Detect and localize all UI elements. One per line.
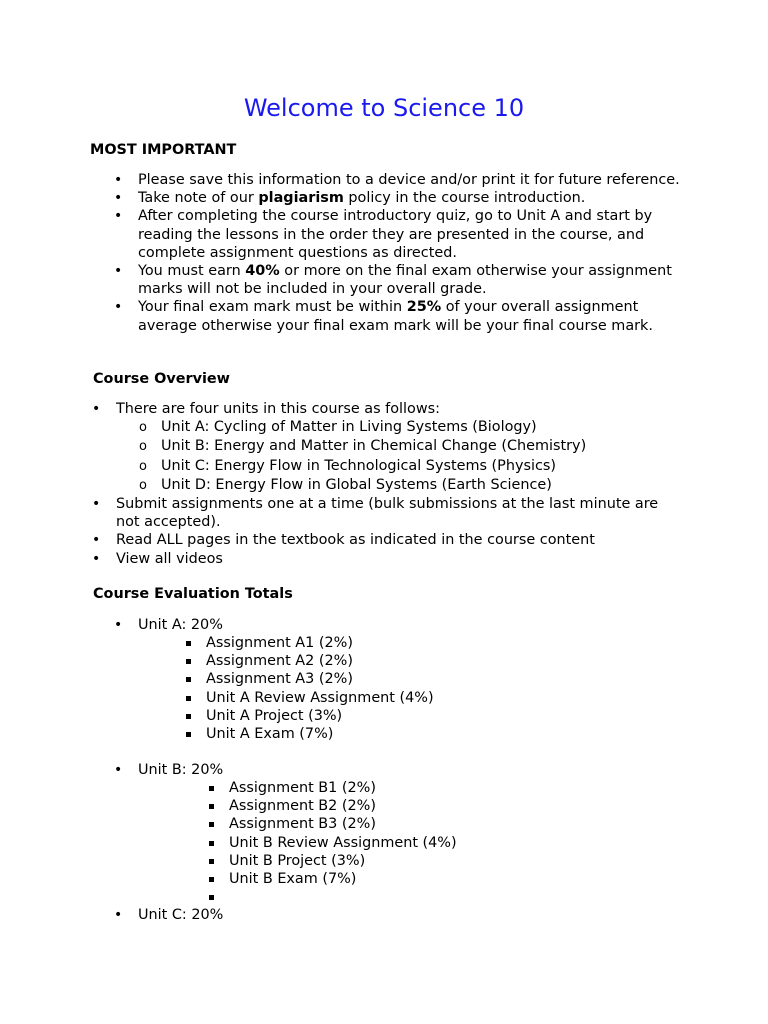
list-item: [229, 870, 457, 888]
list-item: [229, 852, 457, 870]
list-item: [206, 725, 434, 743]
most-important-list: [114, 171, 688, 335]
unit-total-text: Unit C: 20%: [138, 907, 224, 923]
item-text: Please save this information to a device and/or print it for future reference.: [138, 172, 680, 188]
item-text: of your overall assignment average otherwise your final exam mark will be your final course mark.: [138, 299, 653, 334]
list-item: [92, 495, 676, 531]
list-item: [229, 888, 457, 906]
square-bullet-icon: [209, 822, 214, 827]
square-bullet-icon: [186, 696, 191, 701]
list-item: [92, 531, 676, 549]
list-item: [206, 670, 434, 688]
item-text: Unit A Review Assignment (4%): [206, 689, 434, 706]
unit-a-total: [114, 616, 223, 634]
square-bullet-icon: [209, 804, 214, 809]
square-bullet-icon: [209, 895, 214, 900]
item-text: Unit B Exam (7%): [229, 870, 357, 887]
list-item: [206, 689, 434, 707]
item-text: Unit A Project (3%): [206, 707, 343, 724]
course-overview-heading: Course Overview: [93, 371, 230, 387]
list-item: [229, 779, 457, 797]
list-item: [114, 298, 688, 334]
bullet-icon: •: [114, 762, 123, 778]
item-emphasis: 25%: [406, 299, 442, 316]
item-emphasis: 40%: [245, 263, 280, 280]
bullet-icon: •: [92, 496, 101, 513]
square-bullet-icon: [186, 641, 191, 646]
bullet-icon: •: [114, 617, 123, 633]
unit-text: Unit D: Energy Flow in Global Systems (Earth Science): [161, 476, 552, 493]
list-item: [206, 652, 434, 670]
list-item: [206, 634, 434, 652]
item-text: Submit assignments one at a time (bulk submissions at the last minute are not accepted).: [116, 496, 659, 531]
circle-bullet-icon: o: [139, 477, 147, 493]
item-text: Assignment B2 (2%): [229, 798, 376, 815]
unit-text: Unit A: Cycling of Matter in Living Systems (Biology): [161, 419, 537, 436]
item-text: You must earn: [138, 263, 246, 280]
unit-a-items: [206, 634, 434, 743]
item-text: or more on the final exam otherwise your assignment marks will not be included in your overall grade.: [138, 263, 672, 298]
item-text: After completing the course introductory quiz, go to Unit A and start by reading the lessons in the order they are presented in the course, and complete assignment questions as directed.: [138, 208, 653, 261]
bullet-icon: •: [114, 299, 123, 316]
unit-item: [139, 418, 676, 437]
item-text: Assignment B3 (2%): [229, 816, 376, 833]
item-text: Assignment A3 (2%): [206, 671, 353, 688]
bullet-icon: •: [114, 208, 123, 225]
course-overview-list: [92, 400, 676, 568]
square-bullet-icon: [186, 732, 191, 737]
bullet-icon: •: [92, 532, 101, 549]
list-item: [206, 707, 434, 725]
item-text: Unit A Exam (7%): [206, 725, 334, 742]
bullet-icon: •: [92, 401, 101, 417]
most-important-heading: MOST IMPORTANT: [90, 142, 237, 158]
unit-total-text: Unit B: 20%: [138, 762, 224, 778]
item-text: Take note of our: [138, 190, 259, 207]
square-bullet-icon: [209, 877, 214, 882]
unit-b-total: [114, 761, 224, 779]
list-item: [114, 207, 688, 262]
item-text: policy in the course introduction.: [343, 190, 586, 207]
unit-b-items: [229, 779, 457, 906]
bullet-icon: •: [114, 190, 123, 207]
list-item: [229, 797, 457, 815]
list-item: [114, 189, 688, 207]
list-item: [92, 550, 676, 568]
bullet-icon: •: [92, 550, 101, 567]
list-item: [114, 171, 688, 189]
unit-item: [139, 476, 676, 495]
unit-item: [139, 457, 676, 476]
unit-total-text: Unit A: 20%: [138, 617, 223, 633]
units-sublist: [116, 418, 676, 495]
bullet-icon: •: [114, 907, 123, 923]
unit-text: Unit C: Energy Flow in Technological Systems (Physics): [161, 457, 556, 474]
unit-c-total: [114, 906, 224, 924]
square-bullet-icon: [209, 841, 214, 846]
page-title: Welcome to Science 10: [243, 94, 525, 122]
item-text: Assignment A2 (2%): [206, 653, 353, 670]
course-evaluation-heading: Course Evaluation Totals: [93, 586, 293, 602]
unit-item: [139, 437, 676, 456]
square-bullet-icon: [209, 786, 214, 791]
item-text: There are four units in this course as follows:: [116, 401, 440, 417]
item-text: Your final exam mark must be within: [138, 299, 407, 316]
bullet-icon: •: [114, 172, 123, 188]
item-text: Unit B Project (3%): [229, 852, 366, 869]
item-text: Unit B Review Assignment (4%): [229, 834, 457, 851]
list-item: [92, 400, 676, 495]
square-bullet-icon: [186, 714, 191, 719]
circle-bullet-icon: o: [139, 458, 147, 474]
square-bullet-icon: [209, 859, 214, 864]
circle-bullet-icon: o: [139, 420, 147, 436]
circle-bullet-icon: o: [139, 439, 147, 455]
item-text: Assignment B1 (2%): [229, 780, 376, 796]
unit-text: Unit B: Energy and Matter in Chemical Change (Chemistry): [161, 438, 587, 455]
square-bullet-icon: [186, 677, 191, 682]
item-text: Assignment A1 (2%): [206, 635, 353, 651]
item-text: View all videos: [116, 550, 223, 567]
square-bullet-icon: [186, 659, 191, 664]
bullet-icon: •: [114, 263, 123, 280]
item-emphasis: plagiarism: [258, 190, 344, 207]
list-item: [114, 262, 688, 298]
list-item: [229, 815, 457, 833]
item-text: Read ALL pages in the textbook as indicated in the course content: [116, 532, 595, 549]
list-item: [229, 834, 457, 852]
